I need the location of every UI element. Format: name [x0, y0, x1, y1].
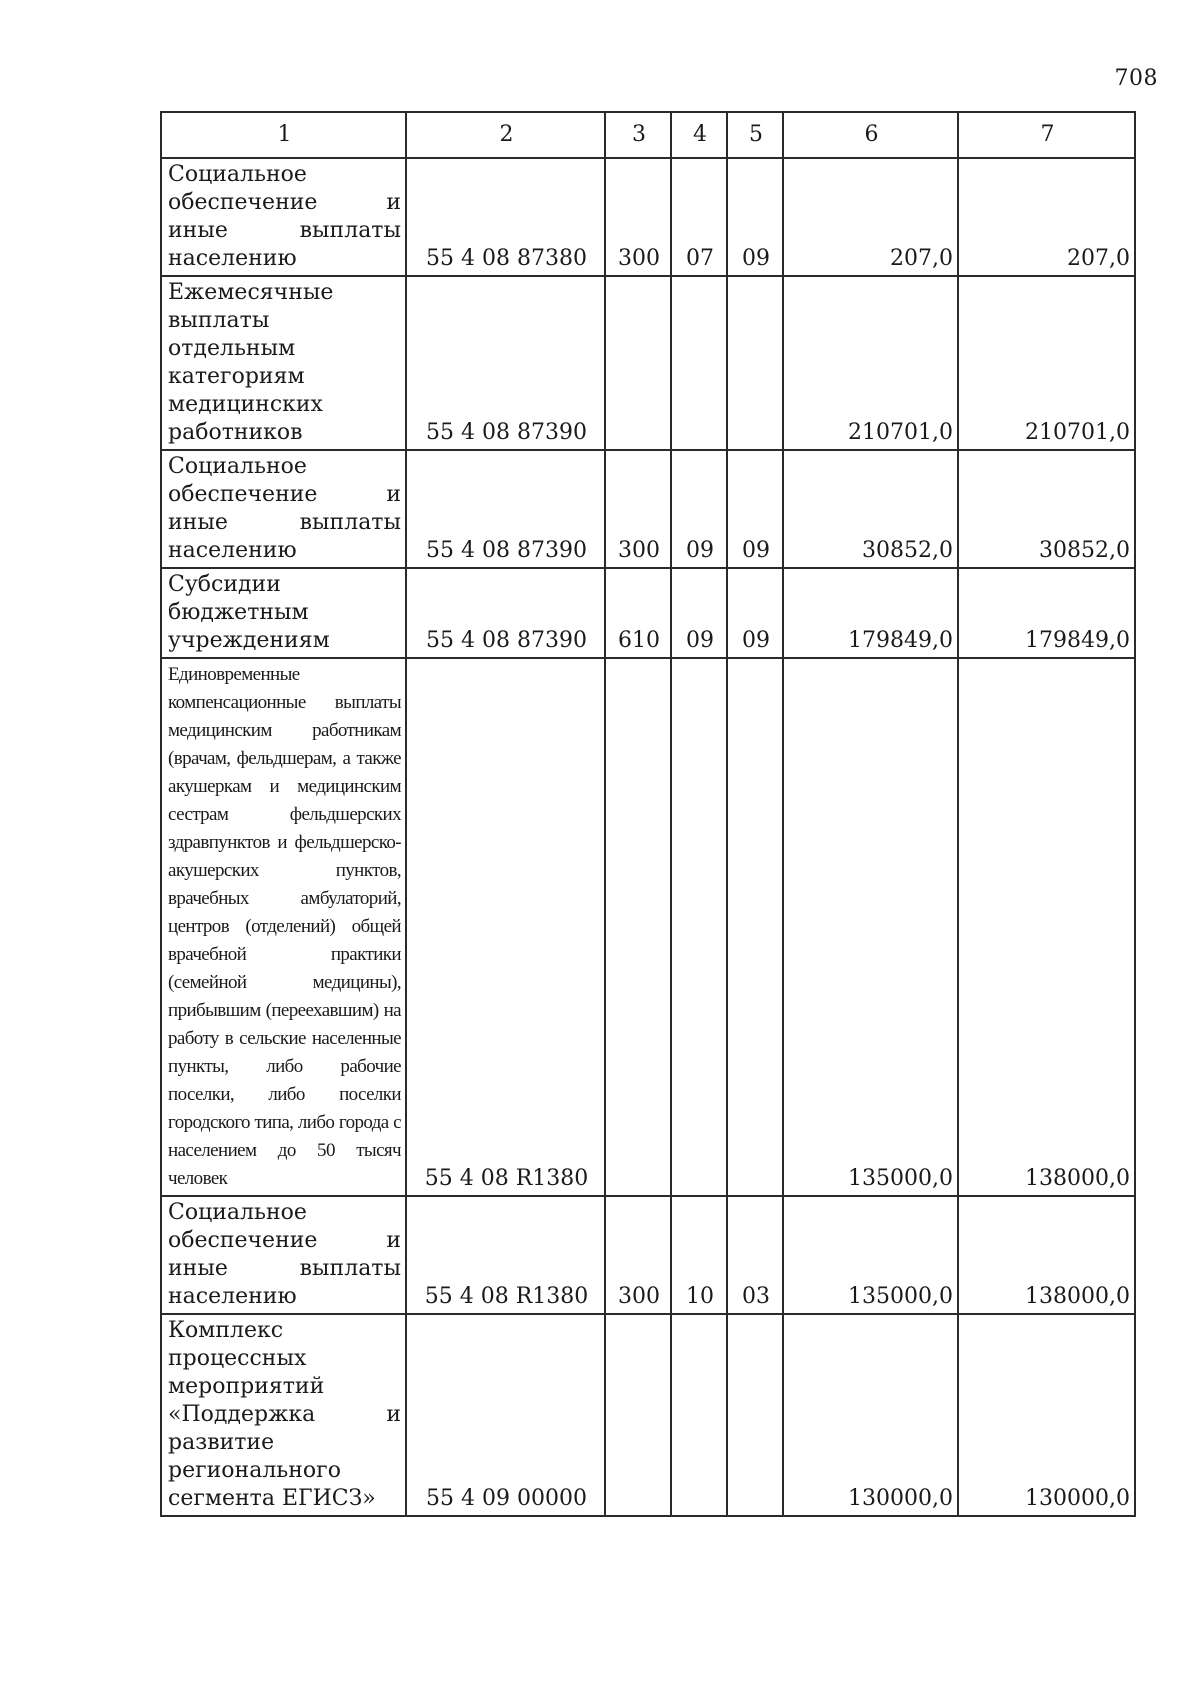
table-row: [161, 1314, 1135, 1516]
row-col4: 09: [671, 568, 727, 658]
row-col7: 207,0: [958, 158, 1135, 276]
row-col7: 138000,0: [958, 658, 1135, 1196]
column-header: 3: [605, 112, 671, 158]
row-name: Социальное обеспечение и иные выплаты населению: [161, 450, 406, 568]
row-name: Социальное обеспечение и иные выплаты населению: [161, 158, 406, 276]
row-col3: 300: [605, 158, 671, 276]
row-col5: 03: [727, 1196, 783, 1314]
row-col3: [605, 1314, 671, 1516]
page-number: 708: [1114, 66, 1158, 91]
table-row: [161, 568, 1135, 658]
row-col7: 138000,0: [958, 1196, 1135, 1314]
row-name: Комплекс процессных мероприятий «Поддержка и развитие регионального сегмента ЕГИСЗ»: [161, 1314, 406, 1516]
table-row: [161, 158, 1135, 276]
budget-table: [160, 111, 1136, 1517]
row-code: 55 4 08 R1380: [406, 658, 605, 1196]
row-code: 55 4 09 00000: [406, 1314, 605, 1516]
column-header: 1: [161, 112, 406, 158]
row-col6: 130000,0: [783, 1314, 958, 1516]
row-col5: 09: [727, 158, 783, 276]
table-row: [161, 276, 1135, 450]
row-col4: [671, 658, 727, 1196]
row-col3: [605, 658, 671, 1196]
row-col7: 30852,0: [958, 450, 1135, 568]
row-col5: 09: [727, 450, 783, 568]
table-row: [161, 1196, 1135, 1314]
row-col5: [727, 658, 783, 1196]
row-col6: 135000,0: [783, 1196, 958, 1314]
row-col7: 179849,0: [958, 568, 1135, 658]
row-col3: [605, 276, 671, 450]
row-name: Ежемесячные выплаты отдельным категориям медицинских работников: [161, 276, 406, 450]
row-col3: 300: [605, 1196, 671, 1314]
row-code: 55 4 08 87390: [406, 568, 605, 658]
row-col7: 210701,0: [958, 276, 1135, 450]
table-row: [161, 450, 1135, 568]
row-col7: 130000,0: [958, 1314, 1135, 1516]
row-code: 55 4 08 R1380: [406, 1196, 605, 1314]
column-header: 5: [727, 112, 783, 158]
row-col5: [727, 1314, 783, 1516]
row-col4: [671, 1314, 727, 1516]
header-row: [161, 112, 1135, 158]
row-col5: 09: [727, 568, 783, 658]
row-col4: 07: [671, 158, 727, 276]
row-col6: 135000,0: [783, 658, 958, 1196]
row-name: Социальное обеспечение и иные выплаты населению: [161, 1196, 406, 1314]
row-code: 55 4 08 87390: [406, 450, 605, 568]
row-col6: 207,0: [783, 158, 958, 276]
row-col5: [727, 276, 783, 450]
row-col6: 30852,0: [783, 450, 958, 568]
row-col4: 09: [671, 450, 727, 568]
row-col3: 300: [605, 450, 671, 568]
column-header: 7: [958, 112, 1135, 158]
row-col4: 10: [671, 1196, 727, 1314]
row-code: 55 4 08 87390: [406, 276, 605, 450]
row-name: Единовременные компенсационные выплаты медицинским работникам (врачам, фельдшерам, а также акушеркам и медицинским сестрам фельдшерских здравпунктов и фельдшерско-акушерских пунктов, врачебных амбулаторий, центров (отделений) общей врачебной практики (семейной медицины), прибывшим (переехавшим) на работу в сельские населенные пункты, либо рабочие поселки, либо поселки городского типа, либо города с населением до 50 тысяч человек: [161, 658, 406, 1196]
table-row: [161, 658, 1135, 1196]
row-code: 55 4 08 87380: [406, 158, 605, 276]
row-col6: 179849,0: [783, 568, 958, 658]
row-col3: 610: [605, 568, 671, 658]
row-name: Субсидии бюджетным учреждениям: [161, 568, 406, 658]
row-col4: [671, 276, 727, 450]
row-col6: 210701,0: [783, 276, 958, 450]
column-header: 4: [671, 112, 727, 158]
column-header: 6: [783, 112, 958, 158]
column-header: 2: [406, 112, 605, 158]
